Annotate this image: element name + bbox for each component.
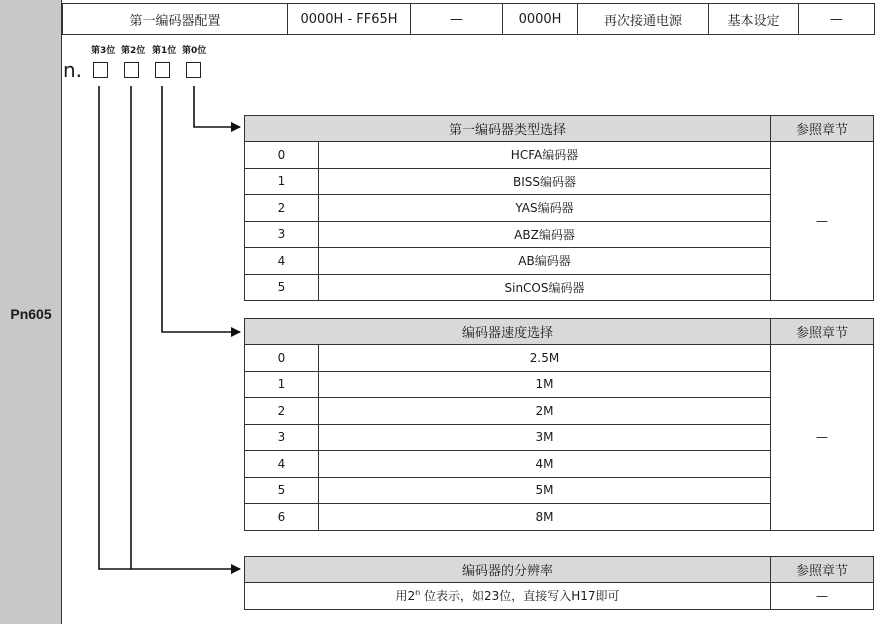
- option-desc: 3M: [319, 424, 771, 451]
- option-code: 1: [245, 371, 319, 398]
- table-row: [245, 142, 874, 169]
- option-desc: BISS编码器: [319, 168, 771, 195]
- option-code: 5: [245, 274, 319, 301]
- option-code: 3: [245, 221, 319, 248]
- option-code: 2: [245, 195, 319, 222]
- option-desc: 5M: [319, 477, 771, 504]
- bit-label-0: 第0位: [182, 46, 207, 56]
- param-ref-cell: —: [799, 4, 875, 35]
- option-desc: 8M: [319, 504, 771, 531]
- option-code: 0: [245, 345, 319, 372]
- param-unit-cell: —: [411, 4, 503, 35]
- option-desc: HCFA编码器: [319, 142, 771, 169]
- option-code: 4: [245, 248, 319, 275]
- bit3-connector: [99, 86, 131, 569]
- option-desc: YAS编码器: [319, 195, 771, 222]
- option-code: 4: [245, 451, 319, 478]
- option-desc: 2M: [319, 398, 771, 425]
- resolution-note-post: 位表示，如23位，直接写入H17即可: [420, 589, 620, 604]
- param-name-cell: 第一编码器配置: [63, 4, 288, 35]
- resolution-note-pre: 用2: [395, 589, 416, 604]
- bit1-connector: [162, 86, 240, 332]
- bit-label-3: 第3位: [91, 46, 116, 56]
- option-desc: AB编码器: [319, 248, 771, 275]
- resolution-note-sup: n: [415, 588, 421, 598]
- encoder-type-ref-value: —: [771, 142, 874, 301]
- option-desc: ABZ编码器: [319, 221, 771, 248]
- encoder-resolution-ref-value: —: [771, 583, 874, 610]
- table-row: [245, 583, 874, 610]
- encoder-type-ref-header: 参照章节: [771, 116, 874, 142]
- option-code: 2: [245, 398, 319, 425]
- encoder-resolution-table: [244, 556, 874, 610]
- option-desc: 1M: [319, 371, 771, 398]
- param-default-cell: 0000H: [503, 4, 578, 35]
- encoder-speed-ref-header: 参照章节: [771, 319, 874, 345]
- bit0-connector: [194, 86, 240, 127]
- option-code: 5: [245, 477, 319, 504]
- encoder-type-table: [244, 115, 874, 301]
- param-effective-cell: 再次接通电源: [578, 4, 709, 35]
- bit2-connector: [131, 86, 240, 569]
- option-code: 0: [245, 142, 319, 169]
- option-code: 3: [245, 424, 319, 451]
- option-desc: 4M: [319, 451, 771, 478]
- parameter-id: Pn605: [10, 306, 52, 322]
- encoder-type-title: 第一编码器类型选择: [245, 116, 771, 142]
- encoder-speed-ref-value: —: [771, 345, 874, 531]
- option-code: 1: [245, 168, 319, 195]
- param-category-cell: 基本设定: [709, 4, 799, 35]
- table-row: [245, 345, 874, 372]
- bit-label-1: 第1位: [152, 46, 177, 56]
- encoder-speed-title: 编码器速度选择: [245, 319, 771, 345]
- encoder-speed-table: [244, 318, 874, 531]
- option-desc: 2.5M: [319, 345, 771, 372]
- encoder-resolution-title: 编码器的分辨率: [245, 557, 771, 583]
- bit-label-2: 第2位: [121, 46, 146, 56]
- encoder-resolution-ref-header: 参照章节: [771, 557, 874, 583]
- value-prefix: n.: [63, 58, 83, 82]
- option-code: 6: [245, 504, 319, 531]
- resolution-note: [245, 583, 771, 610]
- param-range-cell: 0000H - FF65H: [288, 4, 411, 35]
- option-desc: SinCOS编码器: [319, 274, 771, 301]
